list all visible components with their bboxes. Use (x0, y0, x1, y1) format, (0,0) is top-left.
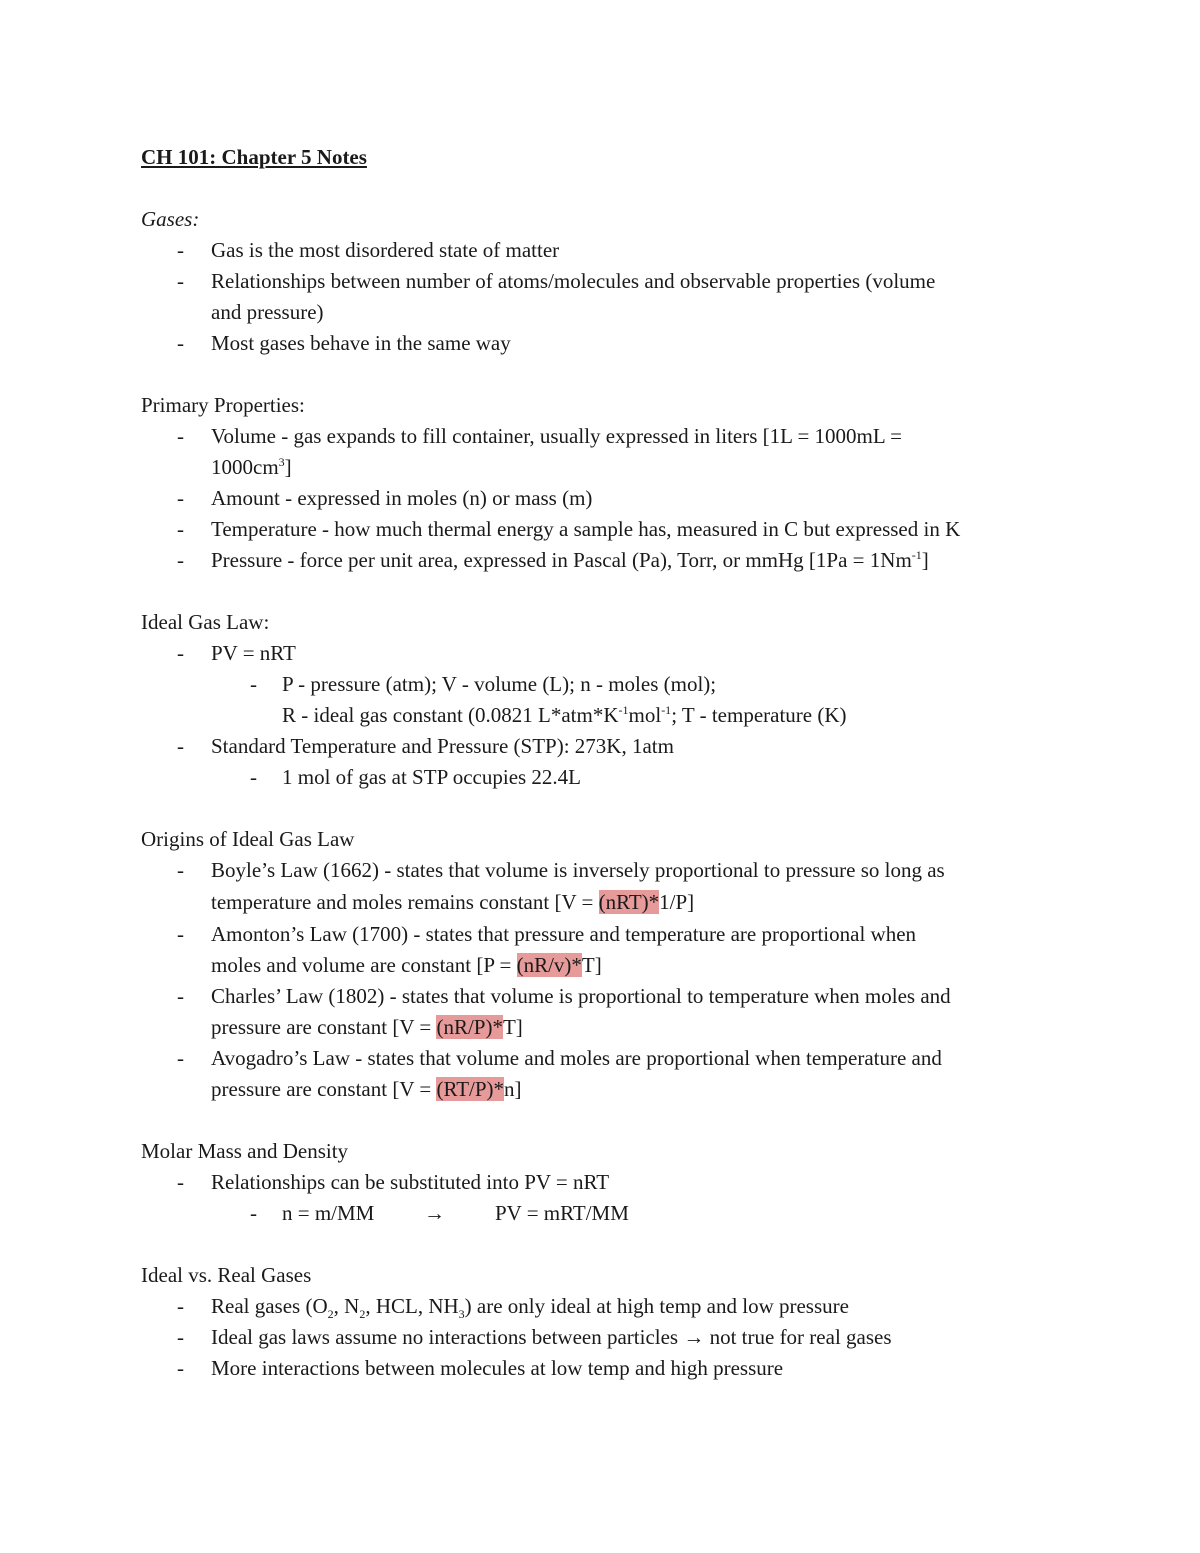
list-item-continuation: pressure are constant [V = (RT/P)*n] (211, 1077, 522, 1101)
bullet-dash: - (177, 1325, 184, 1349)
list-item: Most gases behave in the same way (211, 331, 511, 355)
section-heading-primary-properties: Primary Properties: (141, 393, 305, 417)
bullet-dash: - (177, 1356, 184, 1380)
section-heading-origins: Origins of Ideal Gas Law (141, 827, 355, 851)
highlight: (nRT)* (598, 890, 660, 914)
list-item-continuation: moles and volume are constant [P = (nR/v)*T] (211, 953, 602, 977)
list-item-temperature: Temperature - how much thermal energy a sample has, measured in C but expressed in K (211, 517, 961, 541)
section-heading-molar-mass: Molar Mass and Density (141, 1139, 349, 1163)
bullet-dash: - (177, 238, 184, 262)
bullet-dash: - (177, 269, 184, 293)
sub-bullet-dash: - (250, 1201, 257, 1225)
section-heading-gases: Gases: (141, 207, 200, 231)
list-item-amount: Amount - expressed in moles (n) or mass (m) (211, 486, 593, 510)
bullet-dash: - (177, 424, 184, 448)
bullet-dash: - (177, 858, 184, 882)
highlight: (RT/P)* (436, 1077, 505, 1101)
list-item: Relationships between number of atoms/molecules and observable properties (volume (211, 269, 936, 293)
list-item-stp: Standard Temperature and Pressure (STP): 273K, 1atm (211, 734, 674, 758)
bullet-dash: - (177, 1046, 184, 1070)
bullet-dash: - (177, 641, 184, 665)
list-item-amonton: Amonton’s Law (1700) - states that pressure and temperature are proportional when (211, 922, 917, 946)
sub-list-item-right: PV = mRT/MM (495, 1201, 629, 1225)
list-item-continuation: temperature and moles remains constant [V = (nRT)*1/P] (211, 890, 695, 914)
list-item: More interactions between molecules at low temp and high pressure (211, 1356, 784, 1380)
bullet-dash: - (177, 1294, 184, 1318)
list-item: Ideal gas laws assume no interactions between particles → not true for real gases (211, 1325, 892, 1349)
bullet-dash: - (177, 517, 184, 541)
highlight: (nR/P)* (436, 1015, 503, 1039)
section-heading-ideal-gas-law: Ideal Gas Law: (141, 610, 270, 634)
list-item-continuation: and pressure) (211, 300, 324, 324)
sub-list-item-continuation: R - ideal gas constant (0.0821 $L*atm*K^{-1}mol^{-1}$; T - temperature (K) (282, 703, 847, 727)
list-item-volume: Volume - gas expands to fill container, usually expressed in liters [1L = 1000mL = (211, 424, 903, 448)
arrow-icon: → (424, 1201, 445, 1225)
bullet-dash: - (177, 486, 184, 510)
page-title: CH 101: Chapter 5 Notes (141, 145, 367, 169)
bullet-dash: - (177, 1170, 184, 1194)
list-item-pressure: Pressure - force per unit area, expressed in Pascal (Pa), Torr, or mmHg $[1Pa = 1Nm^{-1}]$ (211, 548, 929, 572)
sub-bullet-dash: - (250, 765, 257, 789)
bullet-dash: - (177, 922, 184, 946)
list-item: Gas is the most disordered state of matter (211, 238, 560, 262)
list-item-continuation: pressure are constant [V = (nR/P)*T] (211, 1015, 523, 1039)
list-item-continuation: $1000cm^3$] (211, 455, 292, 479)
list-item: Real gases ($O_2$, $N_2$, HCL, $NH_3$) are only ideal at high temp and low pressure (211, 1294, 849, 1322)
bullet-dash: - (177, 548, 184, 572)
list-item-boyle: Boyle’s Law (1662) - states that volume is inversely proportional to pressure so long as (211, 858, 945, 882)
list-item-charles: Charles’ Law (1802) - states that volume is proportional to temperature when moles and (211, 984, 951, 1008)
bullet-dash: - (177, 734, 184, 758)
sub-bullet-dash: - (250, 672, 257, 696)
bullet-dash: - (177, 331, 184, 355)
bullet-dash: - (177, 984, 184, 1008)
sub-list-item-left: n = m/MM (282, 1201, 375, 1225)
highlight: (nR/v)* (516, 953, 582, 977)
section-heading-ideal-vs-real: Ideal vs. Real Gases (141, 1263, 312, 1287)
list-item: Relationships can be substituted into PV = nRT (211, 1170, 610, 1194)
sub-list-item: P - pressure (atm); V - volume (L); n - moles (mol); (282, 672, 717, 696)
list-item-equation: PV = nRT (211, 641, 296, 665)
list-item-avogadro: Avogadro’s Law - states that volume and moles are proportional when temperature and (211, 1046, 942, 1070)
sub-list-item: 1 mol of gas at STP occupies 22.4L (282, 765, 582, 789)
